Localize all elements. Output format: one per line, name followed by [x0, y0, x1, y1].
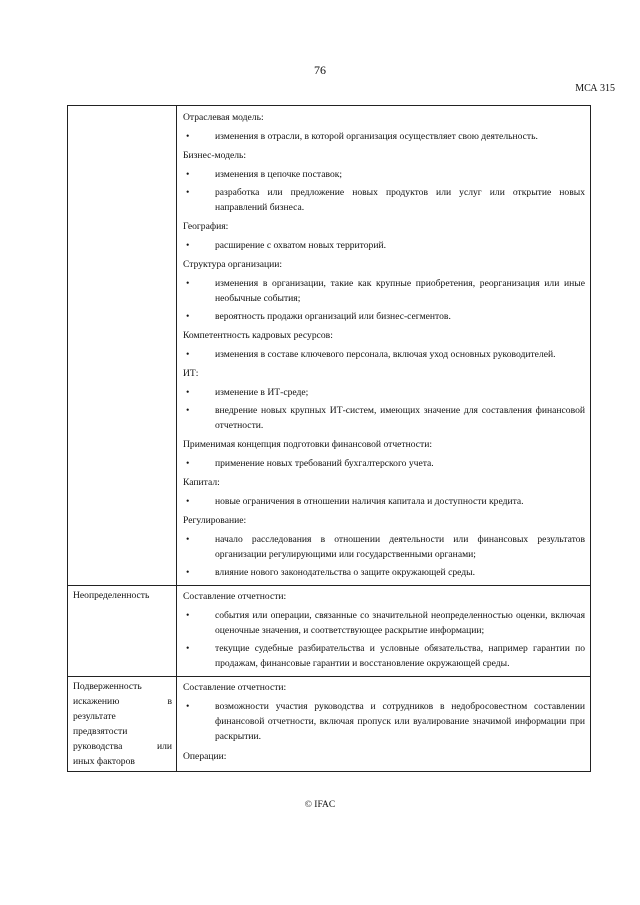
bullet-text: события или операции, связанные со значительной неопределенностью оценки, включая оценочные значения, и соответствующее раскрытие информации; — [215, 610, 585, 636]
page-number: 76 — [314, 63, 326, 77]
bullet-text: внедрение новых крупных ИТ-систем, имеющих значение для составления финансовой отчетности. — [215, 405, 585, 431]
bullet-item — [183, 699, 585, 744]
bullet-icon: • — [186, 278, 190, 289]
section-heading: Операции: — [183, 751, 227, 762]
risk-factors-table — [67, 105, 591, 772]
section-heading: Бизнес-модель: — [183, 150, 247, 161]
bullet-list — [183, 494, 585, 509]
bullet-text: изменения в организации, такие как крупные приобретения, реорганизация или иные необычные события; — [215, 278, 585, 304]
bullet-item — [183, 565, 585, 580]
footer-copyright: © IFAC — [304, 800, 336, 810]
bullet-text: разработка или предложение новых продуктов или услуг или открытие новых направлений бизнеса. — [215, 187, 585, 213]
bullet-list — [183, 238, 585, 253]
category-label-line: Неопределенность — [73, 590, 150, 601]
section-heading: Применимая концепция подготовки финансовой отчетности: — [183, 439, 433, 450]
category-cell — [68, 677, 177, 772]
category-cell — [68, 586, 177, 677]
bullet-icon: • — [186, 311, 190, 322]
bullet-icon: • — [186, 496, 190, 507]
bullet-icon: • — [186, 643, 190, 654]
bullet-item — [183, 238, 585, 253]
bullet-item — [183, 167, 585, 182]
bullet-text: применение новых требований бухгалтерского учета. — [215, 458, 434, 469]
document-code: МСА 315 — [575, 83, 615, 94]
bullet-item — [183, 532, 585, 562]
table-row — [68, 677, 591, 772]
section-heading: Структура организации: — [183, 259, 283, 270]
bullet-icon: • — [186, 405, 190, 416]
bullet-item — [183, 185, 585, 215]
description-cell — [177, 586, 591, 677]
section-heading: Компетентность кадровых ресурсов: — [183, 330, 333, 341]
section-heading: Отраслевая модель: — [183, 112, 264, 123]
bullet-icon: • — [186, 458, 190, 469]
bullet-item — [183, 129, 585, 144]
bullet-icon: • — [186, 131, 190, 142]
description-cell — [177, 677, 591, 772]
bullet-item — [183, 641, 585, 671]
bullet-text: возможности участия руководства и сотрудников в недобросовестном составлении финансовой отчетности, включая пропуск или вуалирование значимой информации при раскрытии. — [215, 701, 585, 742]
bullet-list — [183, 276, 585, 324]
section-heading: География: — [183, 221, 229, 232]
bullet-item — [183, 385, 585, 400]
bullet-text: влияние нового законодательства о защите окружающей среды. — [215, 567, 475, 578]
bullet-list — [183, 347, 585, 362]
bullet-text: изменения в составе ключевого персонала, включая уход основных руководителей. — [215, 349, 556, 360]
bullet-icon: • — [186, 387, 190, 398]
bullet-item — [183, 403, 585, 433]
section-heading: Регулирование: — [183, 515, 247, 526]
bullet-text: расширение с охватом новых территорий. — [215, 240, 386, 251]
section-heading: ИТ: — [183, 368, 199, 379]
bullet-list — [183, 167, 585, 215]
description-cell — [177, 106, 591, 586]
bullet-text: изменения в отрасли, в которой организация осуществляет свою деятельность. — [215, 131, 538, 142]
bullet-text: изменения в цепочке поставок; — [215, 169, 343, 180]
section-heading: Составление отчетности: — [183, 591, 287, 602]
bullet-item — [183, 309, 585, 324]
category-label-line: результате — [73, 711, 116, 722]
section-heading: Составление отчетности: — [183, 682, 287, 693]
bullet-list — [183, 532, 585, 580]
bullet-icon: • — [186, 187, 190, 198]
category-label-line: руководства или — [73, 741, 172, 752]
category-label-line: Подверженность — [73, 681, 142, 692]
bullet-list — [183, 456, 585, 471]
bullet-icon: • — [186, 349, 190, 360]
category-label-line: предвзятости — [73, 726, 128, 737]
bullet-item — [183, 456, 585, 471]
bullet-item — [183, 347, 585, 362]
bullet-list — [183, 608, 585, 671]
bullet-icon: • — [186, 701, 190, 712]
bullet-item — [183, 276, 585, 306]
bullet-icon: • — [186, 534, 190, 545]
bullet-text: текущие судебные разбирательства и условные обязательства, например гарантии по продажам, финансовые гарантии и восстановление окружающей среды. — [215, 643, 585, 669]
bullet-list — [183, 385, 585, 433]
bullet-text: вероятность продажи организаций или бизнес-сегментов. — [215, 311, 451, 322]
bullet-icon: • — [186, 169, 190, 180]
bullet-text: новые ограничения в отношении наличия капитала и доступности кредита. — [215, 496, 524, 507]
table-row — [68, 586, 591, 677]
bullet-icon: • — [186, 610, 190, 621]
table-row — [68, 106, 591, 586]
category-label-line: искажению в — [73, 696, 172, 707]
bullet-item — [183, 494, 585, 509]
bullet-icon: • — [186, 240, 190, 251]
bullet-text: начало расследования в отношении деятельности или финансовых результатов организации регулирующими или государственными органами; — [215, 534, 585, 560]
bullet-item — [183, 608, 585, 638]
bullet-list — [183, 129, 585, 144]
bullet-list — [183, 699, 585, 744]
category-label-line: иных факторов — [73, 756, 135, 767]
bullet-icon: • — [186, 567, 190, 578]
bullet-text: изменение в ИТ-среде; — [215, 387, 309, 398]
section-heading: Капитал: — [183, 477, 220, 488]
category-cell — [68, 106, 177, 586]
